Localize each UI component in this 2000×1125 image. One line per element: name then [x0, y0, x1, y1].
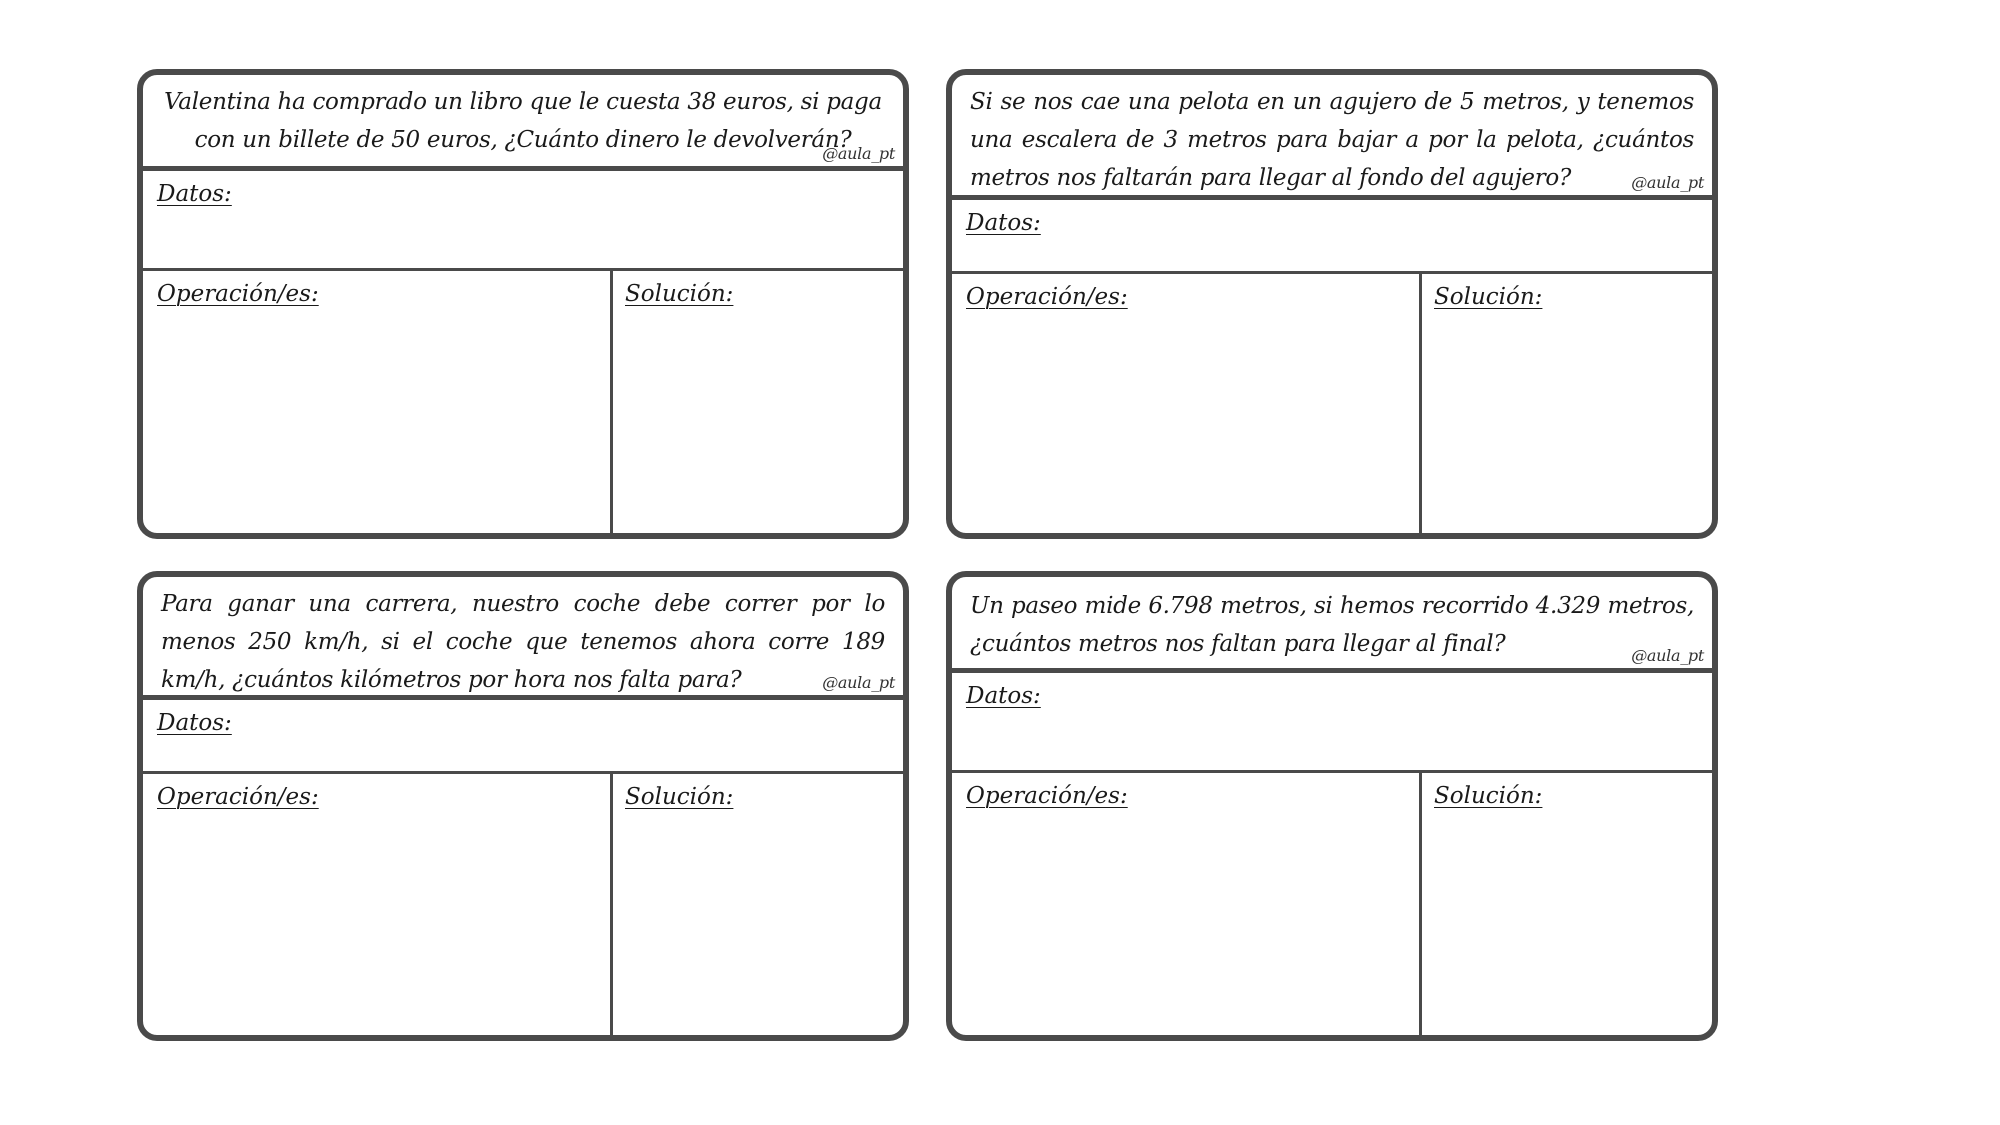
solucion-section[interactable]	[613, 774, 903, 1035]
datos-label: Datos:	[966, 683, 1041, 709]
problem-text: Valentina ha comprado un libro que le cuesta 38 euros, si paga con un billete de 50 euros, ¿Cuánto dinero le devolverán?	[164, 89, 882, 153]
watermark: @aula_pt	[1631, 173, 1704, 192]
work-area	[952, 773, 1712, 1035]
solucion-section[interactable]	[613, 271, 903, 533]
solucion-label: Solución:	[625, 784, 734, 810]
problem-statement	[952, 75, 1712, 200]
operaciones-label: Operación/es:	[157, 784, 319, 810]
watermark: @aula_pt	[822, 673, 895, 692]
problem-card-2	[946, 69, 1718, 539]
problem-statement	[143, 577, 903, 700]
problem-statement	[952, 577, 1712, 673]
problem-statement	[143, 75, 903, 171]
operaciones-section[interactable]	[143, 774, 613, 1035]
watermark: @aula_pt	[822, 144, 895, 163]
datos-label: Datos:	[157, 710, 232, 736]
work-area	[143, 774, 903, 1035]
problem-card-4	[946, 571, 1718, 1041]
work-area	[952, 274, 1712, 533]
solucion-label: Solución:	[625, 281, 734, 307]
operaciones-label: Operación/es:	[966, 284, 1128, 310]
problem-card-1	[137, 69, 909, 539]
problem-card-3	[137, 571, 909, 1041]
datos-label: Datos:	[966, 210, 1041, 236]
solucion-section[interactable]	[1422, 773, 1712, 1035]
operaciones-label: Operación/es:	[157, 281, 319, 307]
datos-section[interactable]	[952, 200, 1712, 274]
solucion-label: Solución:	[1434, 783, 1543, 809]
problem-text: Si se nos cae una pelota en un agujero de 5 metros, y tenemos una escalera de 3 metros para bajar a por la pelota, ¿cuántos metros nos faltarán para llegar al fondo del agujero?	[970, 89, 1694, 191]
work-area	[143, 271, 903, 533]
operaciones-section[interactable]	[952, 773, 1422, 1035]
datos-section[interactable]	[143, 700, 903, 774]
operaciones-section[interactable]	[143, 271, 613, 533]
operaciones-label: Operación/es:	[966, 783, 1128, 809]
datos-section[interactable]	[952, 673, 1712, 773]
problem-text: Un paseo mide 6.798 metros, si hemos recorrido 4.329 metros, ¿cuántos metros nos faltan para llegar al final?	[970, 593, 1694, 657]
datos-section[interactable]	[143, 171, 903, 271]
datos-label: Datos:	[157, 181, 232, 207]
operaciones-section[interactable]	[952, 274, 1422, 533]
solucion-section[interactable]	[1422, 274, 1712, 533]
watermark: @aula_pt	[1631, 646, 1704, 665]
problem-text: Para ganar una carrera, nuestro coche debe correr por lo menos 250 km/h, si el coche que tenemos ahora corre 189 km/h, ¿cuántos kilómetros por hora nos falta para?	[161, 591, 885, 693]
solucion-label: Solución:	[1434, 284, 1543, 310]
